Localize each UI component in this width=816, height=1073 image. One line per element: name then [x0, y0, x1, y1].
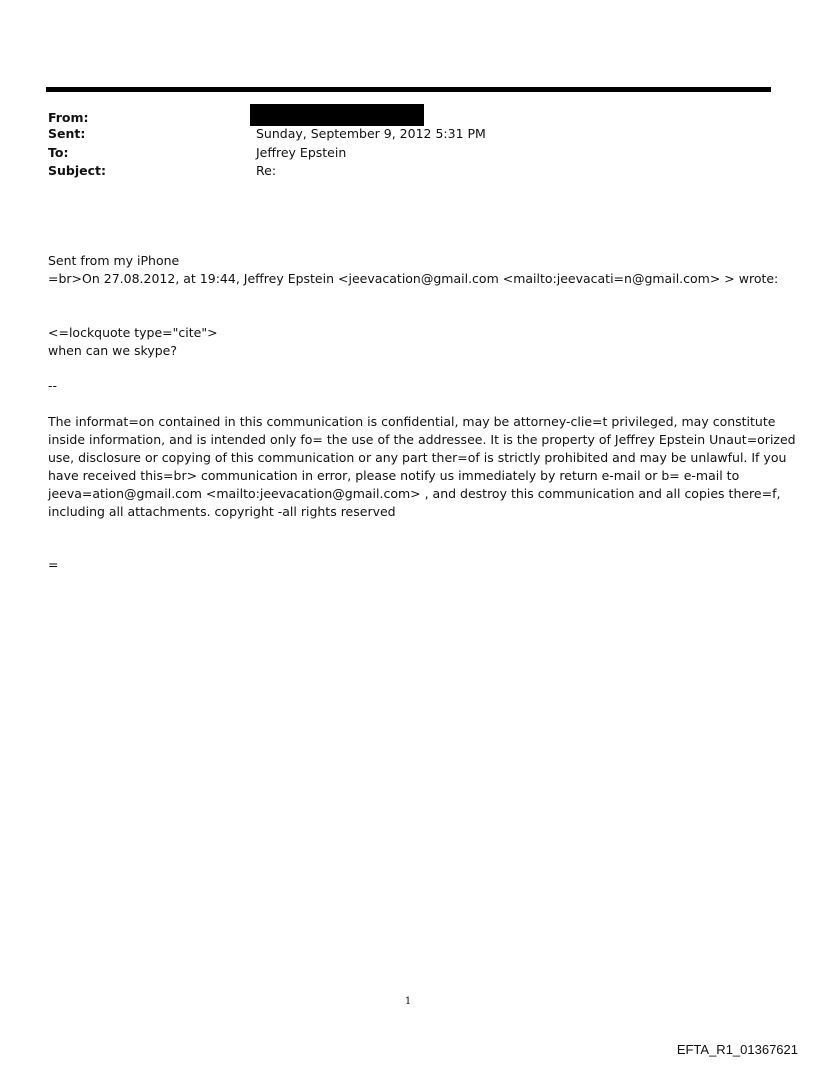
disclaimer-line: jeeva=ation@gmail.com <mailto:jeevacation@gmail.com> , and destroy this communication and all copies there=f, — [48, 486, 781, 501]
disclaimer-line: including all attachments. copyright -all rights reserved — [48, 504, 396, 519]
document-id: EFTA_R1_01367621 — [676, 1042, 798, 1057]
disclaimer-line: use, disclosure or copying of this communication or any part ther=of is strictly prohibited and may be unlawful. If you — [48, 450, 787, 465]
disclaimer — [48, 413, 796, 521]
signature-line: Sent from my iPhone — [48, 253, 180, 268]
to-value: Jeffrey Epstein — [256, 145, 347, 160]
trailer-text: = — [48, 557, 59, 572]
quoted-message — [48, 324, 768, 360]
trailer — [48, 556, 768, 574]
disclaimer-line: The informat=on contained in this communication is confidential, may be attorney-clie=t privileged, may constitute — [48, 414, 776, 429]
sent-label: Sent: — [48, 126, 86, 141]
to-label: To: — [48, 145, 69, 160]
disclaimer-line: have received this=br> communication in error, please notify us immediately by return e-mail or b= e-mail to — [48, 468, 740, 483]
message-intro — [48, 252, 779, 288]
separator-text: -- — [48, 378, 58, 393]
quoted-question: when can we skype? — [48, 343, 178, 358]
redacted-sender — [250, 104, 424, 126]
subject-value: Re: — [256, 163, 277, 178]
sent-value: Sunday, September 9, 2012 5:31 PM — [256, 126, 486, 141]
blockquote-line: <=lockquote type="cite"> — [48, 325, 218, 340]
subject-label: Subject: — [48, 163, 106, 178]
quoted-header-line: =br>On 27.08.2012, at 19:44, Jeffrey Epstein <jeevacation@gmail.com <mailto:jeevacati=n@gmail.com> > wrote: — [48, 271, 779, 286]
separator — [48, 377, 768, 395]
from-label: From: — [48, 110, 89, 125]
page-number: 1 — [404, 996, 412, 1007]
disclaimer-line: inside information, and is intended only fo= the use of the addressee. It is the property of Jeffrey Epstein Unaut=orized — [48, 432, 796, 447]
header-rule — [46, 87, 771, 92]
